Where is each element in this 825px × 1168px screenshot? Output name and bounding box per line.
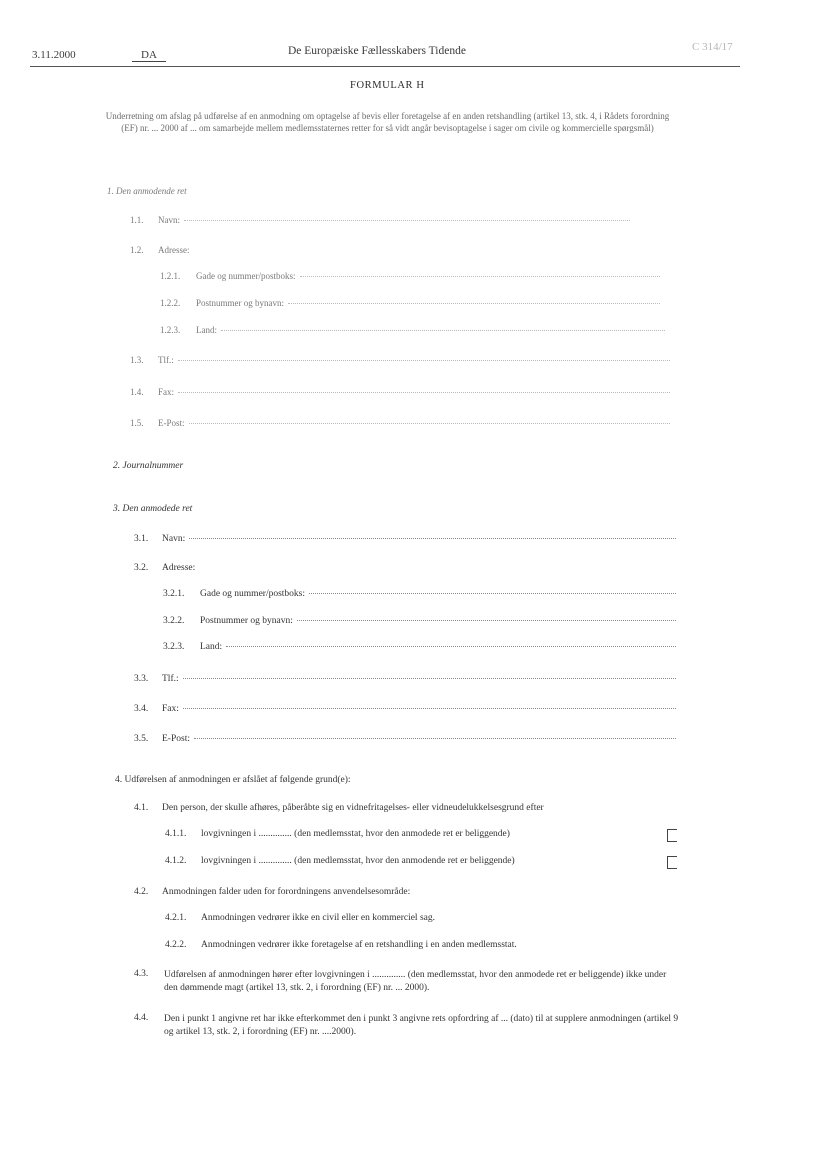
field-number: 1.4. [130,387,144,397]
reason-4-1-1 [165,829,510,839]
reason-4-1-2 [165,856,515,866]
checkbox-4-1-1[interactable] [667,829,677,842]
reason-4-2 [134,887,410,897]
field-label: Gade og nummer/postboks: [200,589,306,599]
field-requested-court-country[interactable] [163,642,676,652]
fill-line [183,708,676,709]
field-number: 1.3. [130,355,144,365]
field-label: E-Post: [158,418,185,428]
item-text: Udførelsen af anmodningen hører efter lovgivningen i .............. (den medlemsstat, hvor den anmodede ret er beliggende) ikke under den dømmende magt (artikel 13, stk. 2, i forordning (EF) nr. ... 2000). [164,970,667,993]
item-text: Den person, der skulle afhøres, påberåbte sig en vidnefritagelses- eller vidneudelukkelsesgrund efter [162,803,544,813]
field-requesting-court-address [130,245,190,255]
fill-line [183,678,676,679]
header-language: DA [132,49,166,62]
fill-line [288,303,660,304]
item-text: Anmodningen vedrører ikke foretagelse af en retshandling i en anden medlemsstat. [201,940,517,950]
reason-4-2-2 [165,940,517,950]
reason-4-1 [134,803,544,813]
reason-4-3 [134,969,682,995]
header-journal-title: De Europæiske Fællesskabers Tidende [288,45,466,57]
item-number: 4.4. [134,1013,149,1023]
section-2-heading: 2. Journalnummer [113,461,184,471]
fill-line [309,593,676,594]
field-requested-court-postal[interactable] [163,616,676,626]
field-label: Land: [196,325,217,335]
field-requesting-court-phone[interactable] [130,355,670,365]
field-label: Postnummer og bynavn: [200,616,293,626]
section-3-heading: 3. Den anmodede ret [113,504,193,514]
fill-line [226,646,676,647]
fill-line [189,538,676,539]
item-text: Anmodningen falder uden for forordningens anvendelsesområde: [162,887,411,897]
field-label: Navn: [158,215,180,225]
item-text: Anmodningen vedrører ikke en civil eller en kommerciel sag. [201,913,435,923]
field-number: 3.3. [134,674,149,684]
checkbox-4-1-2[interactable] [667,856,677,869]
field-number: 3.1. [134,534,149,544]
field-number: 3.2.2. [163,616,185,626]
field-requesting-court-fax[interactable] [130,387,670,397]
field-number: 3.5. [134,734,149,744]
field-label: Adresse: [162,563,196,573]
field-requesting-court-postal[interactable] [160,298,660,308]
fill-line [300,276,661,277]
field-number: 3.2.3. [163,642,185,652]
field-number: 1.5. [130,418,144,428]
field-number: 3.4. [134,704,149,714]
fill-line [194,738,676,739]
field-number: 1.2.3. [160,325,181,335]
section-4-heading: 4. Udførelsen af anmodningen er afslået af følgende grund(e): [115,775,351,785]
field-requested-court-street[interactable] [163,589,676,599]
field-label: Fax: [162,704,179,714]
form-intro: Underretning om afslag på udførelse af en anmodning om optagelse af bevis eller foretagelse af en anden retshandling (artikel 13, stk. 4, i Rådets forordning (EF) nr. ... 2000 af ... om samarbejde mellem medlemsstaternes retter for så vidt angår bevisoptagelse i sager om civile og kommercielle spørgsmål) [105,111,670,133]
field-requested-court-email[interactable] [134,734,676,744]
header-date: 3.11.2000 [32,49,76,61]
field-requesting-court-name[interactable] [130,215,630,225]
field-label: Tlf.: [162,674,179,684]
field-number: 1.2.2. [160,298,181,308]
field-requesting-court-street[interactable] [160,271,660,281]
field-label: Fax: [158,387,175,397]
item-number: 4.1.2. [165,856,187,866]
fill-line [184,220,630,221]
fill-line [189,423,670,424]
field-number: 3.2. [134,563,149,573]
field-label: Tlf.: [158,355,174,365]
fill-line [178,360,670,361]
field-requested-court-name[interactable] [134,534,676,544]
item-text: lovgivningen i .............. (den medlemsstat, hvor den anmodede ret er beliggende) [201,829,510,839]
field-label: Postnummer og bynavn: [196,298,284,308]
fill-line [221,330,665,331]
item-number: 4.1.1. [165,829,187,839]
reason-4-4 [134,1013,682,1039]
field-label: Land: [200,642,223,652]
item-text: lovgivningen i .............. (den medlemsstat, hvor den anmodende ret er beliggende) [201,856,515,866]
field-requested-court-phone[interactable] [134,674,676,684]
fill-line [178,392,670,393]
field-label: E-Post: [162,734,190,744]
field-number: 1.2.1. [160,271,181,281]
item-number: 4.2.2. [165,940,187,950]
fill-line [297,620,676,621]
item-text: Den i punkt 1 angivne ret har ikke efterkommet den i punkt 3 angivne rets opfordring af ... (dato) til at supplere anmodningen (artikel 9 og artikel 13, stk. 2, i forordning (EF) nr. ....2000). [164,1014,679,1037]
section-1-heading: 1. Den anmodende ret [107,186,187,196]
field-requested-court-address [134,563,195,573]
item-number: 4.2. [134,887,149,897]
field-requesting-court-country[interactable] [160,325,665,335]
field-number: 3.2.1. [163,589,185,599]
item-number: 4.1. [134,803,149,813]
field-label: Navn: [162,534,186,544]
header-rule [30,66,740,67]
form-title: FORMULAR H [350,80,425,91]
field-number: 1.1. [130,215,144,225]
field-requesting-court-email[interactable] [130,418,670,428]
field-label: Adresse: [158,245,190,255]
field-label: Gade og nummer/postboks: [196,271,296,281]
item-number: 4.2.1. [165,913,187,923]
header-page-reference: C 314/17 [692,41,733,53]
field-requested-court-fax[interactable] [134,704,676,714]
reason-4-2-1 [165,913,435,923]
field-number: 1.2. [130,245,144,255]
item-number: 4.3. [134,969,149,979]
